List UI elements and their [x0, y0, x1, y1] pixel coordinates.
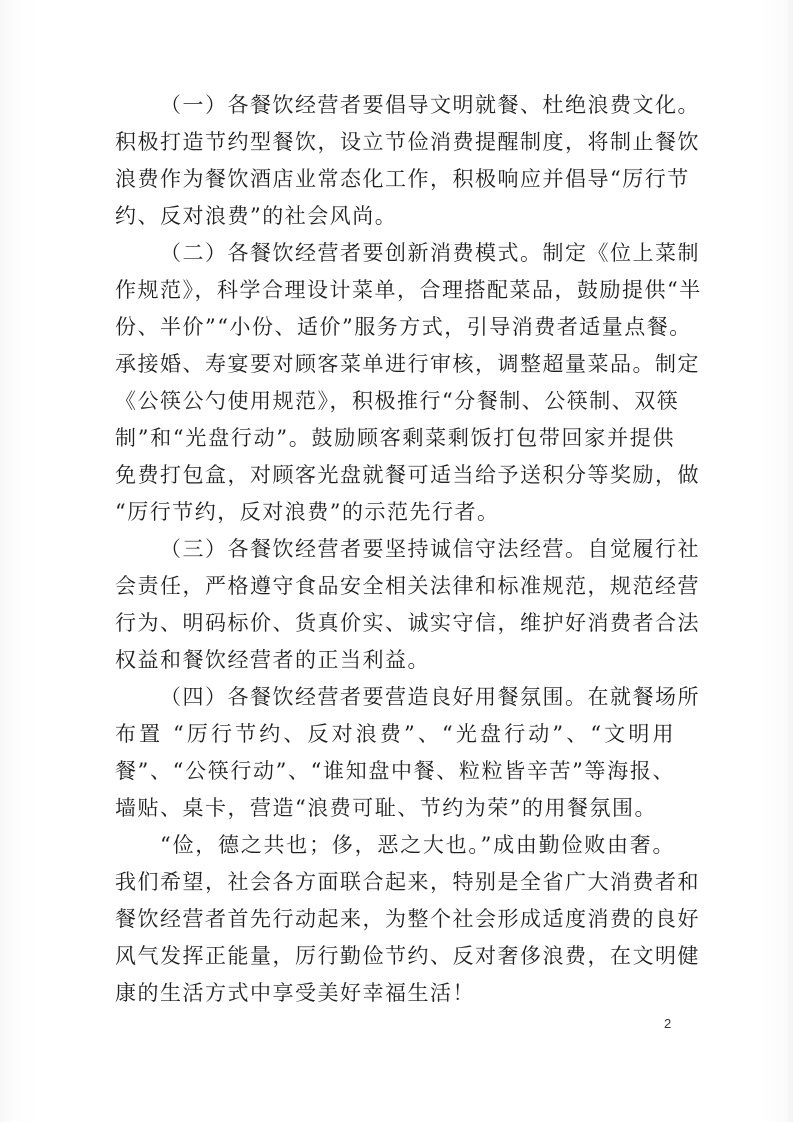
text-line: 制”和“光盘行动”。鼓励顾客剩菜剩饭打包带回家并提供	[115, 426, 675, 450]
text-line: 免费打包盒，对顾客光盘就餐可适当给予送积分等奖励，做	[115, 463, 700, 487]
text-line: 布置 “厉行节约、反对浪费”、“光盘行动”、“文明用	[115, 722, 675, 746]
text-line: 《公筷公勺使用规范》，积极推行“分餐制、公筷制、双筷	[115, 389, 680, 413]
text-line: 份、半价”“小份、适价”服务方式，引导消费者适量点餐。	[115, 315, 692, 339]
text-line: （四）各餐饮经营者要营造良好用餐氛围。在就餐场所	[160, 685, 700, 709]
text-line: 墙贴、桌卡，营造“浪费可耻、节约为荣”的用餐氛围。	[115, 796, 657, 820]
text-line: 餐”、“公筷行动”、“谁知盘中餐、粒粒皆辛苦”等海报、	[115, 759, 675, 783]
text-line: 浪费作为餐饮酒店业常态化工作，积极响应并倡导“厉行节	[115, 167, 690, 191]
text-line: “厉行节约，反对浪费”的示范先行者。	[115, 500, 500, 524]
text-line: 行为、明码标价、货真价实、诚实守信，维护好消费者合法	[115, 611, 700, 635]
text-line: 餐饮经营者首先行动起来，为整个社会形成适度消费的良好	[115, 907, 700, 931]
text-line: 会责任，严格遵守食品安全相关法律和标准规范，规范经营	[115, 574, 700, 598]
text-line: “俭，德之共也；侈，恶之大也。”成由勤俭败由奢。	[160, 833, 675, 857]
page-number: 2	[664, 1016, 672, 1031]
text-line: 约、反对浪费”的社会风尚。	[115, 204, 398, 228]
text-line: 积极打造节约型餐饮，设立节俭消费提醒制度，将制止餐饮	[115, 130, 700, 154]
text-line: （三）各餐饮经营者要坚持诚信守法经营。自觉履行社	[160, 537, 700, 561]
text-line: 作规范》，科学合理设计菜单，合理搭配菜品，鼓励提供“半	[115, 278, 702, 302]
text-line: 权益和餐饮经营者的正当利益。	[115, 648, 430, 672]
text-line: 风气发挥正能量，厉行勤俭节约、反对奢侈浪费，在文明健	[115, 944, 700, 968]
text-line: 我们希望，社会各方面联合起来，特别是全省广大消费者和	[115, 870, 700, 894]
text-line: 承接婚、寿宴要对顾客菜单进行审核，调整超量菜品。制定	[115, 352, 700, 376]
text-line: （一）各餐饮经营者要倡导文明就餐、杜绝浪费文化。	[160, 93, 700, 117]
text-line: 康的生活方式中享受美好幸福生活！	[115, 981, 475, 1005]
text-line: （二）各餐饮经营者要创新消费模式。制定《位上菜制	[160, 241, 700, 265]
